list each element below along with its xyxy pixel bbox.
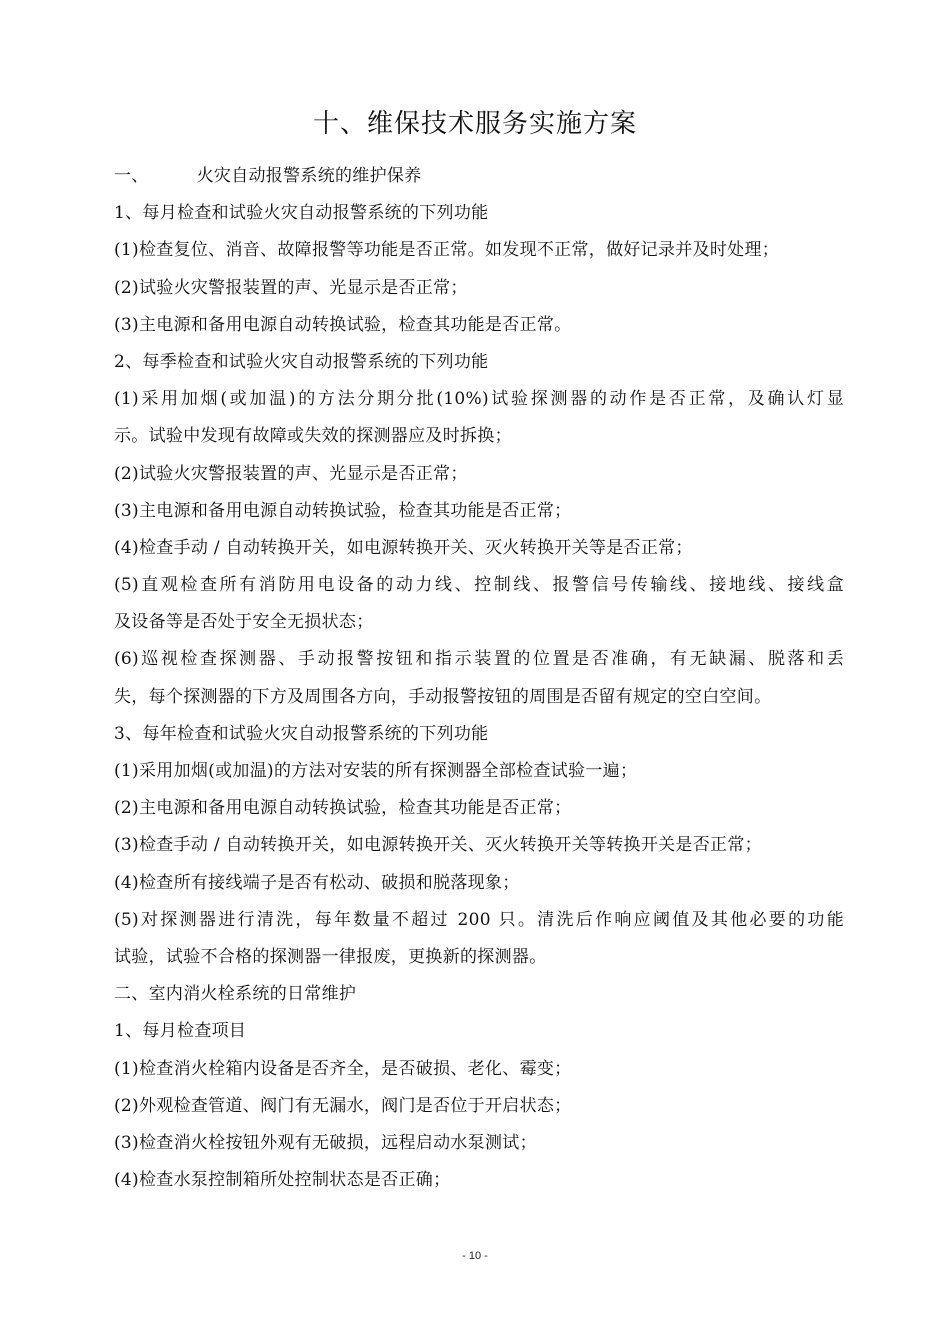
list-item: (2)主电源和备用电源自动转换试验，检查其功能是否正常； [114, 798, 572, 819]
list-item: (1)采用加烟(或加温)的方法对安装的所有探测器全部检查试验一遍； [114, 761, 638, 781]
list-item: (1)检查消火栓箱内设备是否齐全，是否破损、老化、霉变； [114, 1058, 572, 1079]
list-item: (3)检查消火栓按钮外观有无破损，远程启动水泵测试； [114, 1132, 537, 1153]
subsection-heading: 1、每月检查和试验火灾自动报警系统的下列功能 [114, 203, 489, 224]
page-title: 十、维保技术服务实施方案 [312, 109, 637, 139]
list-item: (6)巡视检查探测器、手动报警按钮和指示装置的位置是否准确，有无缺漏、脱落和丢 [114, 649, 844, 670]
body-text [114, 158, 844, 1199]
list-item: (3)检查手动 / 自动转换开关，如电源转换开关、灭火转换开关等转换开关是否正常； [114, 835, 762, 856]
page-number: - 10 - [462, 1250, 488, 1262]
list-item: (2)试验火灾警报装置的声、光显示是否正常； [114, 463, 468, 484]
list-item: (1)采用加烟(或加温)的方法分期分批(10%)试验探测器的动作是否正常，及确认灯显 [114, 389, 844, 410]
list-item-continuation: 示。试验中发现有故障或失效的探测器应及时拆换； [114, 426, 512, 447]
list-item: (5)对探测器进行清洗，每年数量不超过 200 只。清洗后作响应阈值及其他必要的功能 [114, 909, 844, 930]
list-item-continuation: 试验，试验不合格的探测器一律报废，更换新的探测器。 [114, 946, 547, 967]
list-item-continuation: 及设备等是否处于安全无损状态； [114, 612, 374, 633]
list-item: (1)检查复位、消音、故障报警等功能是否正常。如发现不正常，做好记录并及时处理； [114, 240, 780, 261]
list-item: (2)试验火灾警报装置的声、光显示是否正常； [114, 277, 468, 298]
list-item: (3)主电源和备用电源自动转换试验，检查其功能是否正常； [114, 500, 572, 521]
list-item: (3)主电源和备用电源自动转换试验，检查其功能是否正常。 [114, 314, 572, 335]
list-item: (2)外观检查管道、阀门有无漏水，阀门是否位于开启状态； [114, 1095, 572, 1116]
list-item: (4)检查手动 / 自动转换开关，如电源转换开关、灭火转换开关等是否正常； [114, 537, 693, 558]
subsection-heading: 2、每季检查和试验火灾自动报警系统的下列功能 [114, 351, 489, 372]
subsection-heading: 1、每月检查项目 [114, 1021, 247, 1042]
list-item-continuation: 失，每个探测器的下方及周围各方向，手动报警按钮的周围是否留有规定的空白空间。 [114, 686, 772, 707]
section-heading-1 [114, 158, 844, 195]
section-heading-2: 二、室内消火栓系统的日常维护 [114, 984, 357, 1005]
section-title: 火灾自动报警系统的维护保养 [196, 166, 422, 186]
list-item: (4)检查所有接线端子是否有松动、破损和脱落现象； [114, 872, 520, 893]
section-number: 一、 [114, 166, 149, 186]
list-item: (5)直观检查所有消防用电设备的动力线、控制线、报警信号传输线、接地线、接线盒 [114, 575, 844, 596]
list-item: (4)检查水泵控制箱所处控制状态是否正确； [114, 1170, 451, 1191]
subsection-heading: 3、每年检查和试验火灾自动报警系统的下列功能 [114, 723, 489, 744]
